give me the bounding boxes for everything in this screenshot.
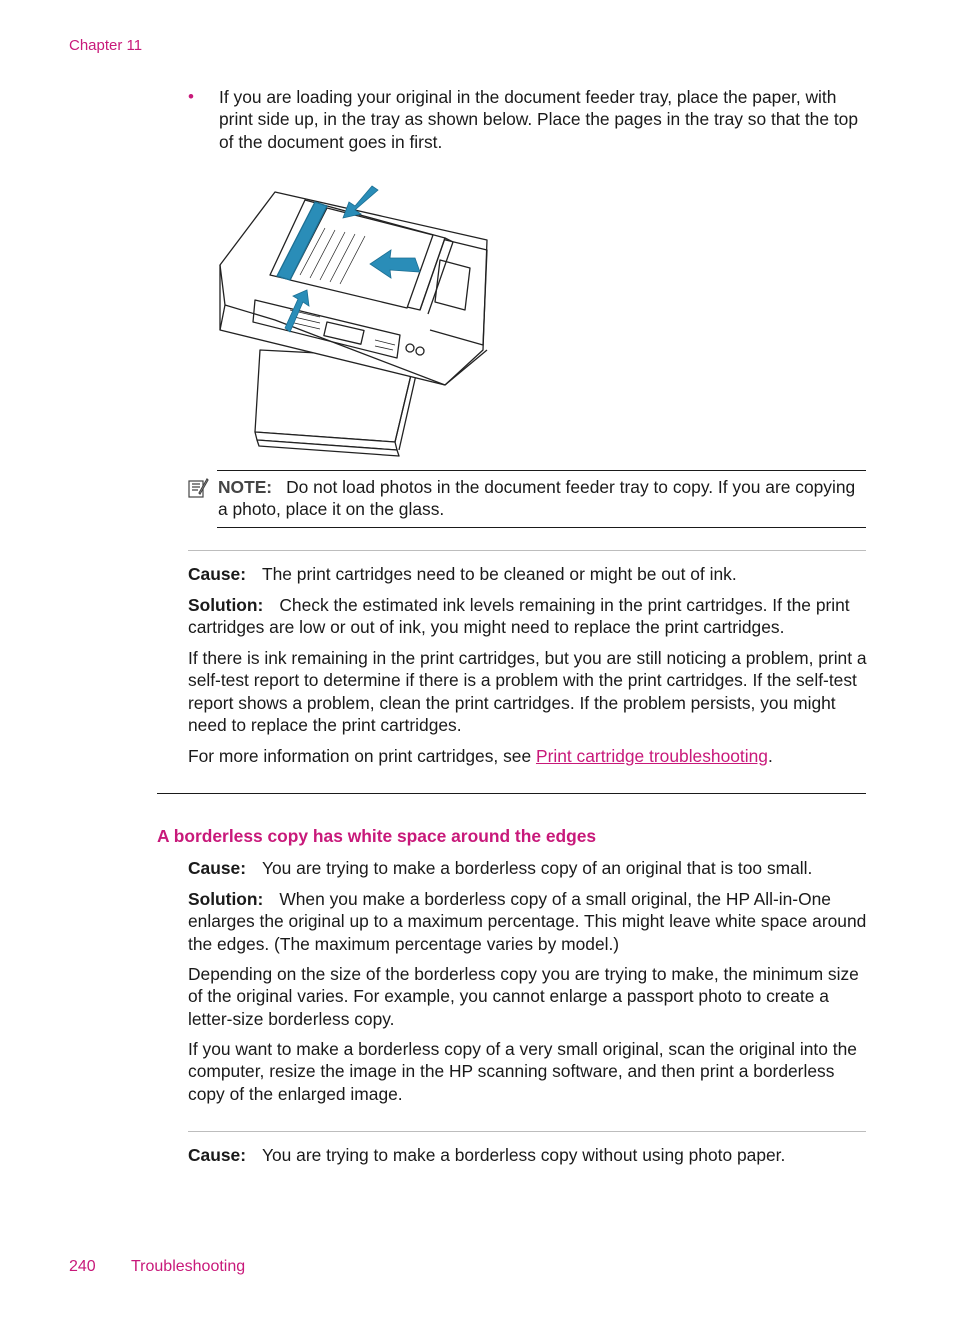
- cause-paragraph: [188, 857, 868, 879]
- self-test-paragraph: If there is ink remaining in the print cartridges, but you are still noticing a problem, print a self-test report to determine if there is a problem with the print cartridges. If the self-test report shows a problem, clean the print cartridges. If the problem persists, you might need to replace the print cartridges.: [188, 648, 867, 735]
- cause-paragraph: [188, 563, 868, 585]
- note-box: [187, 470, 866, 528]
- cause-label: Cause:: [188, 1145, 246, 1165]
- cause-paragraph-2: [188, 1144, 868, 1166]
- note-label: NOTE:: [218, 477, 273, 497]
- cause-label: Cause:: [188, 564, 246, 584]
- more-info-paragraph: [188, 745, 868, 767]
- document-feeder-illustration: [215, 180, 497, 462]
- note-body: Do not load photos in the document feeder tray to copy. If you are copying a photo, place it on the glass.: [218, 477, 856, 520]
- page-number: 240: [69, 1258, 96, 1275]
- cause-text: The print cartridges need to be cleaned or might be out of ink.: [262, 564, 737, 584]
- more-info-suffix: .: [767, 746, 773, 766]
- bullet-text: If you are loading your original in the document feeder tray, place the paper, with print side up, in the tray as shown below. Place the pages in the tray so that the top of the document goes in first.: [219, 87, 859, 152]
- section-heading: A borderless copy has white space around the edges: [157, 826, 597, 846]
- chapter-header: Chapter 11: [69, 37, 143, 54]
- print-cartridge-troubleshooting-link[interactable]: Print cartridge troubleshooting: [535, 746, 768, 766]
- solution-label: Solution:: [188, 889, 264, 909]
- bullet-item: [188, 86, 868, 153]
- note-bottom-rule: [217, 527, 866, 528]
- solution-paragraph: [188, 594, 868, 639]
- section-divider: [188, 550, 866, 551]
- bullet-marker: •: [188, 87, 194, 106]
- solution-text: Check the estimated ink levels remaining in the print cartridges. If the print cartridges are low or out of ink, you might need to replace the print cartridges.: [188, 595, 850, 638]
- solution-text: When you make a borderless copy of a small original, the HP All-in-One enlarges the original up to a maximum percentage. This might leave white space around the edges. (The maximum percentage varies by model.): [188, 889, 867, 954]
- hp-all-in-one-document-feeder-illustration: [215, 180, 497, 462]
- footer-section-title: Troubleshooting: [131, 1258, 246, 1275]
- solution-label: Solution:: [188, 595, 264, 615]
- note-pad-icon: [187, 477, 209, 499]
- scan-resize-paragraph: If you want to make a borderless copy of a very small original, scan the original into the computer, resize the image in the HP scanning software, and then print a borderless copy of the enlarged image.: [188, 1039, 857, 1104]
- cause-text: You are trying to make a borderless copy of an original that is too small.: [262, 858, 813, 878]
- note-top-rule: [217, 470, 866, 471]
- topic-divider: [157, 793, 866, 794]
- cause-label: Cause:: [188, 858, 246, 878]
- note-text: [218, 476, 866, 521]
- minimum-size-paragraph: Depending on the size of the borderless copy you are trying to make, the minimum size of the original varies. For example, you cannot enlarge a passport photo to create a letter-size borderless copy.: [188, 964, 859, 1029]
- cause-text: You are trying to make a borderless copy without using photo paper.: [262, 1145, 786, 1165]
- more-info-prefix: For more information on print cartridges, see: [188, 746, 536, 766]
- section-divider: [188, 1131, 866, 1132]
- solution-paragraph: [188, 888, 868, 955]
